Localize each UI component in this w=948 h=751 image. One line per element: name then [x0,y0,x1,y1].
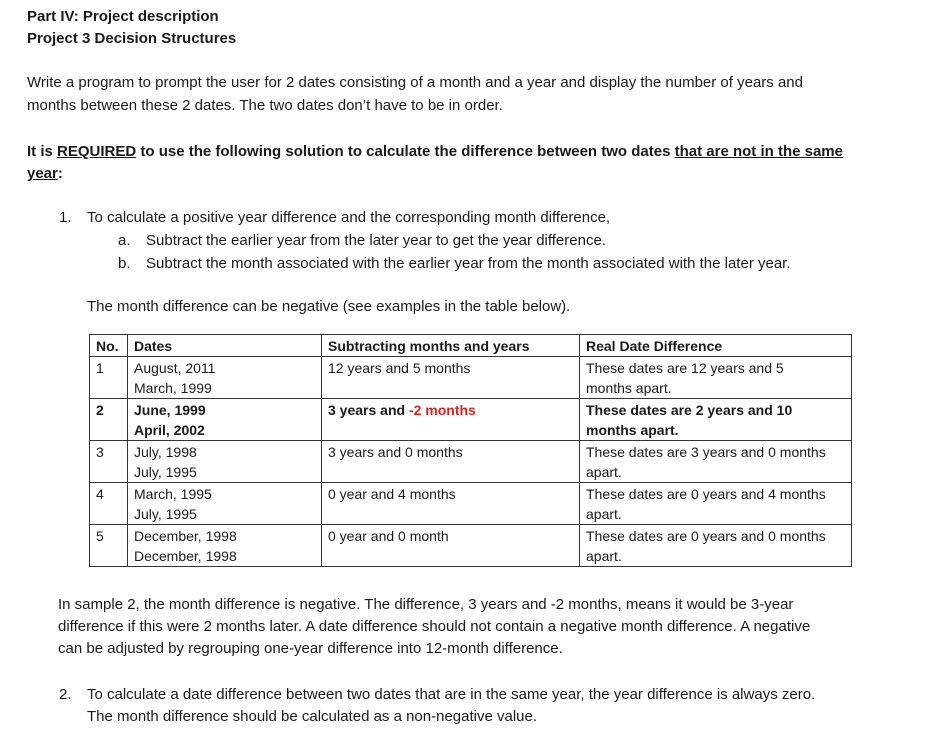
row-number: 4 [90,483,128,525]
real-line-2: apart. [586,506,622,522]
row-real-difference [580,441,852,483]
step2-number: 2. [59,686,72,703]
requirement-middle: to use the following solution to calculate the difference between two dates [136,143,675,160]
real-line-2: apart. [586,548,622,564]
intro-line-1: Write a program to prompt the user for 2 dates consisting of a month and a year and display the number of years and [27,74,803,91]
step1-number: 1. [59,209,72,226]
step1b-label: b. [118,255,131,272]
row-subtracting [322,357,580,399]
row-real-difference [580,483,852,525]
sample-note-line-2: difference if this were 2 months later. A date difference should not contain a negative month difference. A negative [58,618,811,635]
row-number: 5 [90,525,128,567]
row-real-difference [580,525,852,567]
row-real-difference [580,399,852,441]
date-difference-table [89,334,852,567]
subtract-text: 3 years and 0 months [328,444,463,460]
row-subtracting [322,525,580,567]
part-heading: Part IV: Project description [27,8,219,25]
row-subtracting [322,441,580,483]
header-subtracting: Subtracting months and years [322,335,580,357]
subtract-text: 12 years and 5 months [328,360,471,376]
date-2: December, 1998 [134,548,237,564]
required-word: REQUIRED [57,143,137,160]
header-no: No. [90,335,128,357]
subtract-text: 3 years and [328,402,409,418]
date-2: April, 2002 [134,422,205,438]
row-dates [128,483,322,525]
requirement-year: year [27,165,58,182]
date-1: July, 1998 [134,444,197,460]
real-line-2: apart. [586,464,622,480]
real-line-2: months apart. [586,422,679,438]
negative-months: -2 months [408,402,476,418]
real-line-2: months apart. [586,380,672,396]
table-row [90,483,852,525]
requirement-line-2 [27,163,63,184]
header-real-difference: Real Date Difference [580,335,852,357]
real-line-1: These dates are 12 years and 5 [586,360,784,376]
requirement-underlined: that are not in the same [674,143,843,160]
table-note: The month difference can be negative (see examples in the table below). [87,298,571,315]
row-number: 2 [90,399,128,441]
requirement-prefix: It is [27,143,58,160]
row-dates [128,441,322,483]
requirement-colon: : [57,165,63,182]
date-1: March, 1995 [134,486,212,502]
step1-text: To calculate a positive year difference and the corresponding month difference, [87,209,611,226]
sample-note-line-1: In sample 2, the month difference is negative. The difference, 3 years and -2 months, means it would be 3-year [58,596,794,613]
real-line-1: These dates are 2 years and 10 [586,402,793,418]
project-heading: Project 3 Decision Structures [27,30,237,47]
row-real-difference [580,357,852,399]
date-2: July, 1995 [134,506,197,522]
date-1: August, 2011 [134,360,216,376]
row-subtracting [322,399,580,441]
row-subtracting [322,483,580,525]
real-line-1: These dates are 3 years and 0 months [586,444,826,460]
date-1: June, 1999 [134,402,206,418]
real-line-1: These dates are 0 years and 0 months [586,528,826,544]
table-row [90,525,852,567]
table-row [90,357,852,399]
real-line-1: These dates are 0 years and 4 months [586,486,826,502]
step2-line-2: The month difference should be calculated as a non-negative value. [87,708,538,725]
table-row [90,399,852,441]
subtract-text: 0 year and 4 months [328,486,456,502]
step1b-text: Subtract the month associated with the earlier year from the month associated with the later year. [146,255,791,272]
date-2: July, 1995 [134,464,197,480]
row-dates [128,525,322,567]
date-2: March, 1999 [134,380,212,396]
step1a-text: Subtract the earlier year from the later year to get the year difference. [146,232,606,249]
table-row [90,441,852,483]
subtract-text: 0 year and 0 month [328,528,449,544]
row-dates [128,357,322,399]
table-header-row [90,335,852,357]
step2-line-1: To calculate a date difference between two dates that are in the same year, the year difference is always zero. [87,686,816,703]
intro-line-2: months between these 2 dates. The two dates don’t have to be in order. [27,97,503,114]
header-dates: Dates [128,335,322,357]
requirement-line-1 [27,141,843,162]
sample-note-line-3: can be adjusted by regrouping one-year difference into 12-month difference. [58,640,563,657]
row-number: 1 [90,357,128,399]
row-dates [128,399,322,441]
step1a-label: a. [118,232,131,249]
row-number: 3 [90,441,128,483]
date-1: December, 1998 [134,528,237,544]
